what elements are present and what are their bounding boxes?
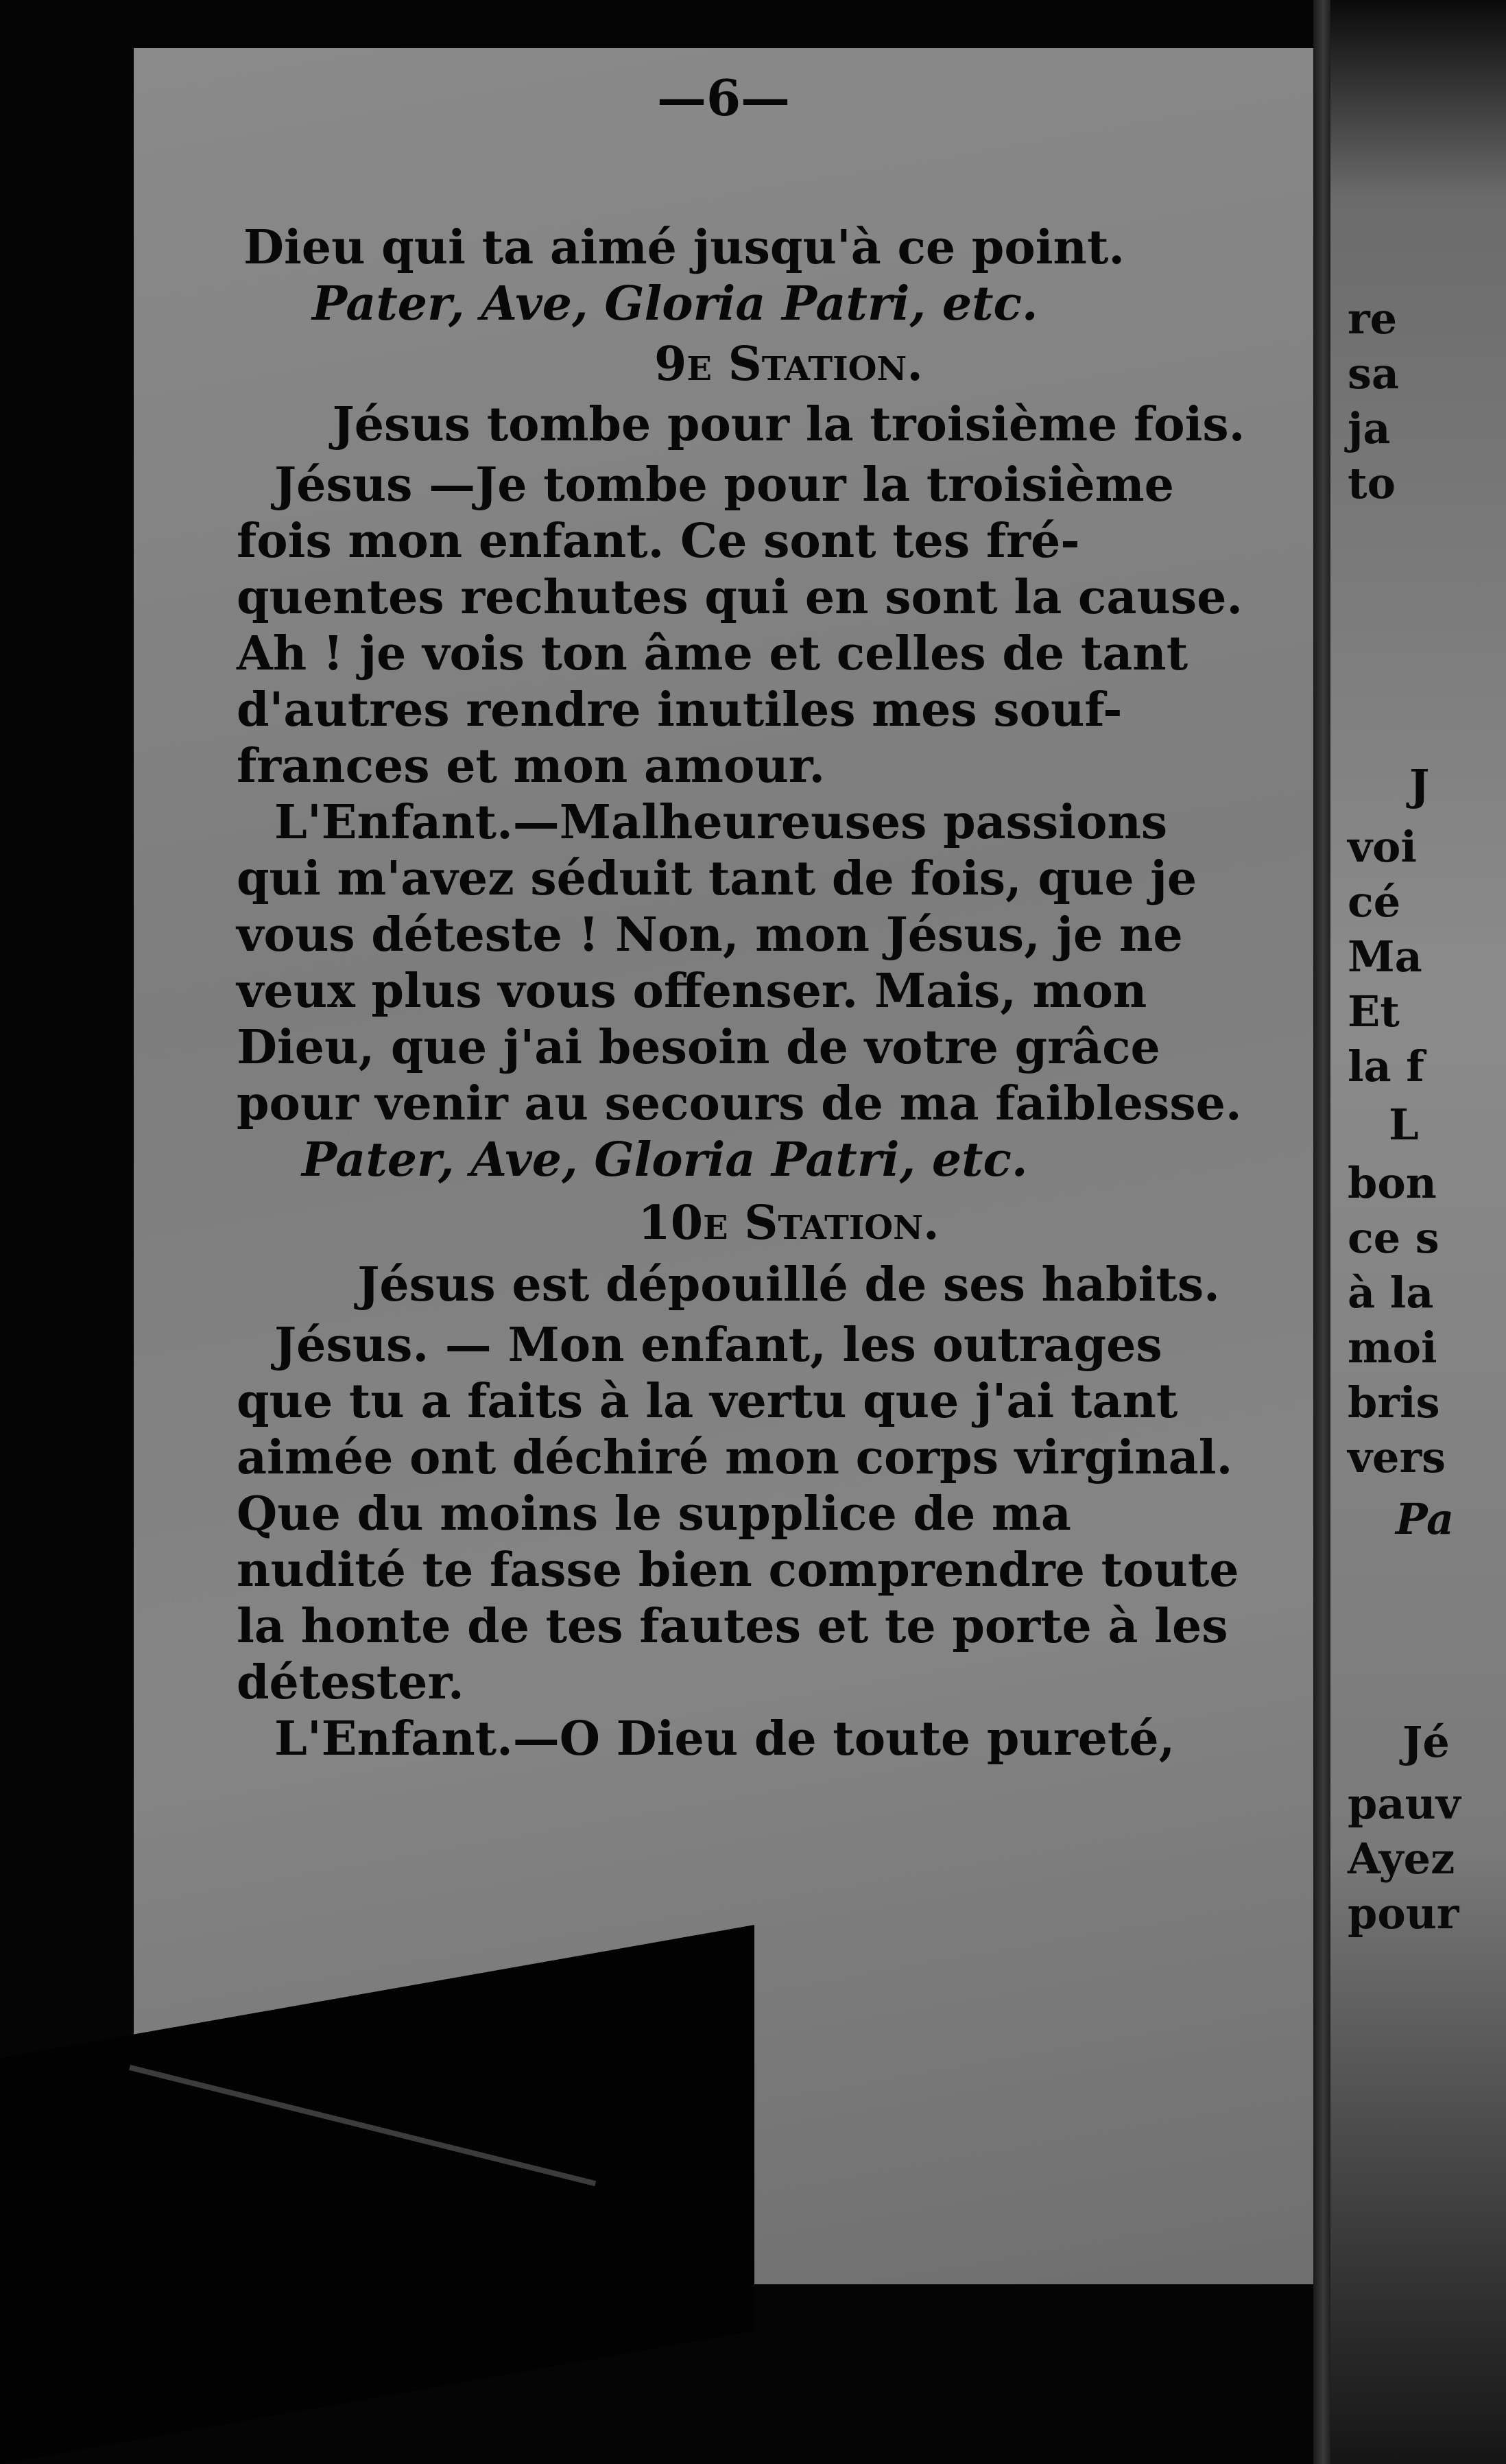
text-line: pour venir au secours de ma faiblesse. [237, 1076, 1242, 1131]
text-line: fois mon enfant. Ce sont tes fré- [237, 514, 1080, 569]
text-line: L'Enfant.—O Dieu de toute pureté, [274, 1711, 1175, 1766]
fragment: Ma [1348, 932, 1422, 982]
fragment: pauv [1348, 1779, 1461, 1829]
fragment: moi [1348, 1323, 1437, 1373]
text-line: Que du moins le supplice de ma [237, 1486, 1071, 1541]
fragment: L [1389, 1100, 1419, 1150]
text-line: Dieu, que j'ai besoin de votre grâce [237, 1020, 1160, 1075]
text-line: aimée ont déchiré mon corps virginal. [237, 1430, 1233, 1485]
fragment: bon [1348, 1158, 1437, 1208]
text-line: d'autres rendre inutiles mes souf- [237, 683, 1123, 737]
station-title-9: Jésus tombe pour la troisième fois. [332, 397, 1245, 452]
fragment: Jé [1402, 1717, 1450, 1767]
fragment: to [1348, 458, 1396, 508]
fragment: voi [1348, 822, 1417, 872]
station-heading-9: 9e Station. [654, 337, 923, 392]
fragment: sa [1348, 348, 1400, 399]
text-line: quentes rechutes qui en sont la cause. [237, 570, 1243, 625]
text-line: la honte de tes fautes et te porte à les [237, 1599, 1228, 1654]
fragment: pour [1348, 1888, 1459, 1939]
text-line: vous déteste ! Non, mon Jésus, je ne [237, 908, 1183, 962]
page-body [237, 220, 1313, 1767]
fragment: J [1409, 760, 1430, 810]
text-line: Jésus. — Mon enfant, les outrages [274, 1318, 1162, 1373]
text-line: Dieu qui ta aimé jusqu'à ce point. [243, 220, 1125, 275]
text-line: L'Enfant.—Malheureuses passions [274, 795, 1168, 850]
fragment: bris [1348, 1377, 1440, 1428]
text-line: veux plus vous offenser. Mais, mon [237, 964, 1147, 1019]
fragment: Et [1348, 986, 1400, 1036]
text-line: nudité te fasse bien comprendre toute [237, 1543, 1239, 1598]
station-heading-10: 10e Station. [638, 1196, 940, 1251]
text-line: détester. [237, 1655, 464, 1710]
fragment: cé [1348, 877, 1401, 927]
folded-page-corner [0, 1925, 754, 2464]
text-line: qui m'avez séduit tant de fois, que je [237, 851, 1197, 906]
prayer-line: Pater, Ave, Gloria Patri, etc. [302, 1133, 1028, 1187]
prayer-line: Pater, Ave, Gloria Patri, etc. [312, 276, 1038, 331]
text-line: Ah ! je vois ton âme et celles de tant [237, 626, 1188, 681]
fragment: Ayez [1348, 1834, 1455, 1884]
station-title-10: Jésus est dépouillé de ses habits. [357, 1257, 1220, 1312]
fragment: ja [1348, 403, 1391, 453]
fragment: à la [1348, 1268, 1434, 1318]
right-book-page [1330, 0, 1506, 2464]
text-line: que tu a faits à la vertu que j'ai tant [237, 1374, 1178, 1429]
fragment: ce s [1348, 1213, 1439, 1263]
fragment: re [1348, 294, 1398, 344]
fragment: vers [1348, 1432, 1446, 1482]
fragment: la f [1348, 1041, 1424, 1091]
fragment: Pa [1396, 1494, 1455, 1544]
text-line: Jésus —Je tombe pour la troisième [274, 458, 1174, 512]
text-line: frances et mon amour. [237, 739, 826, 794]
page-number: —6— [656, 69, 791, 127]
